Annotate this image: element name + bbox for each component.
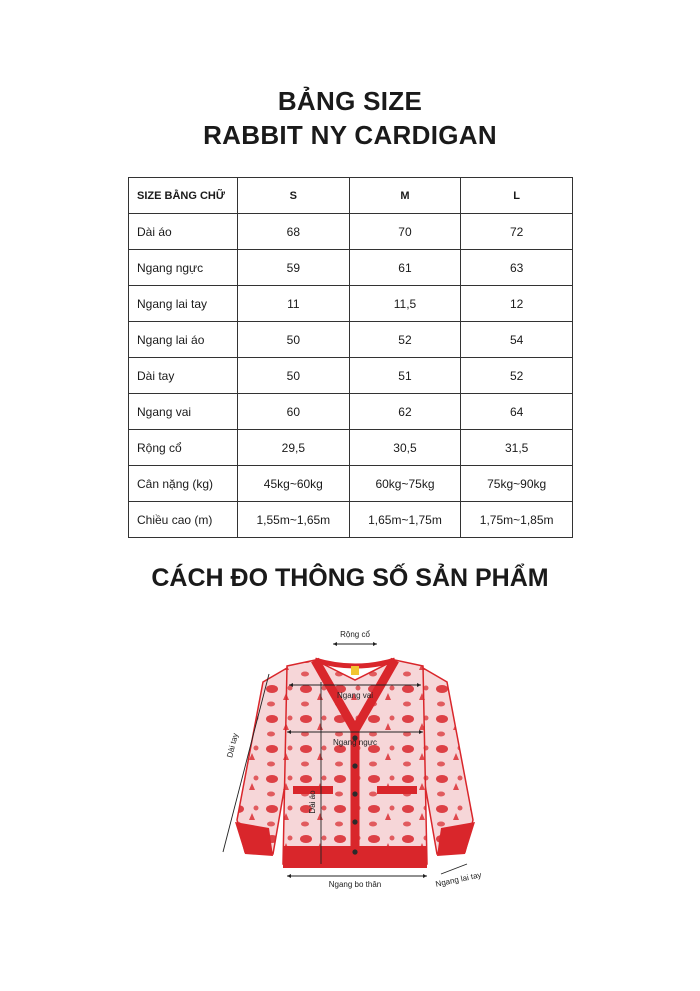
table-cell: 72 <box>461 214 573 250</box>
table-cell: 70 <box>349 214 461 250</box>
section-title: CÁCH ĐO THÔNG SỐ SẢN PHẨM <box>151 564 549 592</box>
shoulder-label: Ngang vai <box>336 691 374 700</box>
table-cell: 64 <box>461 394 573 430</box>
table-cell: 51 <box>349 358 461 394</box>
table-cell: 11 <box>238 286 350 322</box>
row-label: Dài tay <box>129 358 238 394</box>
header-cell: S <box>238 178 350 214</box>
table-row <box>129 394 573 430</box>
table-row <box>129 250 573 286</box>
table-cell: 31,5 <box>461 430 573 466</box>
row-label: Ngang lai tay <box>129 286 238 322</box>
table-cell: 68 <box>238 214 350 250</box>
row-label: Ngang ngực <box>129 250 238 286</box>
header-cell: SIZE BẰNG CHỮ <box>129 178 238 214</box>
row-label: Chiều cao (m) <box>129 502 238 538</box>
table-row <box>129 466 573 502</box>
header-cell: L <box>461 178 573 214</box>
table-cell: 75kg~90kg <box>461 466 573 502</box>
table-row <box>129 322 573 358</box>
table-cell: 61 <box>349 250 461 286</box>
table-cell: 1,75m~1,85m <box>461 502 573 538</box>
sleeve-length-label: Dài tay <box>225 732 240 759</box>
table-row <box>129 214 573 250</box>
hem-label: Ngang bo thân <box>328 880 382 889</box>
size-table <box>128 177 573 538</box>
table-cell: 52 <box>461 358 573 394</box>
table-cell: 12 <box>461 286 573 322</box>
body-length-label: Dài áo <box>308 790 317 814</box>
row-label: Cân nặng (kg) <box>129 466 238 502</box>
table-cell: 60 <box>238 394 350 430</box>
page-title-line2: RABBIT NY CARDIGAN <box>203 120 497 150</box>
row-label: Rộng cổ <box>129 430 238 466</box>
table-cell: 52 <box>349 322 461 358</box>
table-header-row <box>129 178 573 214</box>
table-cell: 54 <box>461 322 573 358</box>
table-cell: 29,5 <box>238 430 350 466</box>
table-cell: 63 <box>461 250 573 286</box>
collar-back <box>315 660 395 666</box>
table-cell: 30,5 <box>349 430 461 466</box>
table-row <box>129 286 573 322</box>
label-tag <box>351 666 359 675</box>
row-label: Ngang lai áo <box>129 322 238 358</box>
right-pocket <box>377 786 417 794</box>
table-row <box>129 502 573 538</box>
cardigan-measurement-diagram <box>195 620 515 900</box>
cuff-label: Ngang lai tay <box>434 870 483 889</box>
table-cell: 1,55m~1,65m <box>238 502 350 538</box>
table-cell: 60kg~75kg <box>349 466 461 502</box>
table-cell: 1,65m~1,75m <box>349 502 461 538</box>
header-cell: M <box>349 178 461 214</box>
table-row <box>129 430 573 466</box>
table-cell: 11,5 <box>349 286 461 322</box>
table-cell: 50 <box>238 322 350 358</box>
page-title-line1: BẢNG SIZE <box>277 86 423 116</box>
table-row <box>129 358 573 394</box>
table-cell: 45kg~60kg <box>238 466 350 502</box>
neck-label: Rộng cổ <box>340 630 370 639</box>
chest-label: Ngang ngực <box>332 738 378 747</box>
table-cell: 62 <box>349 394 461 430</box>
table-cell: 59 <box>238 250 350 286</box>
row-label: Dài áo <box>129 214 238 250</box>
table-cell: 50 <box>238 358 350 394</box>
row-label: Ngang vai <box>129 394 238 430</box>
